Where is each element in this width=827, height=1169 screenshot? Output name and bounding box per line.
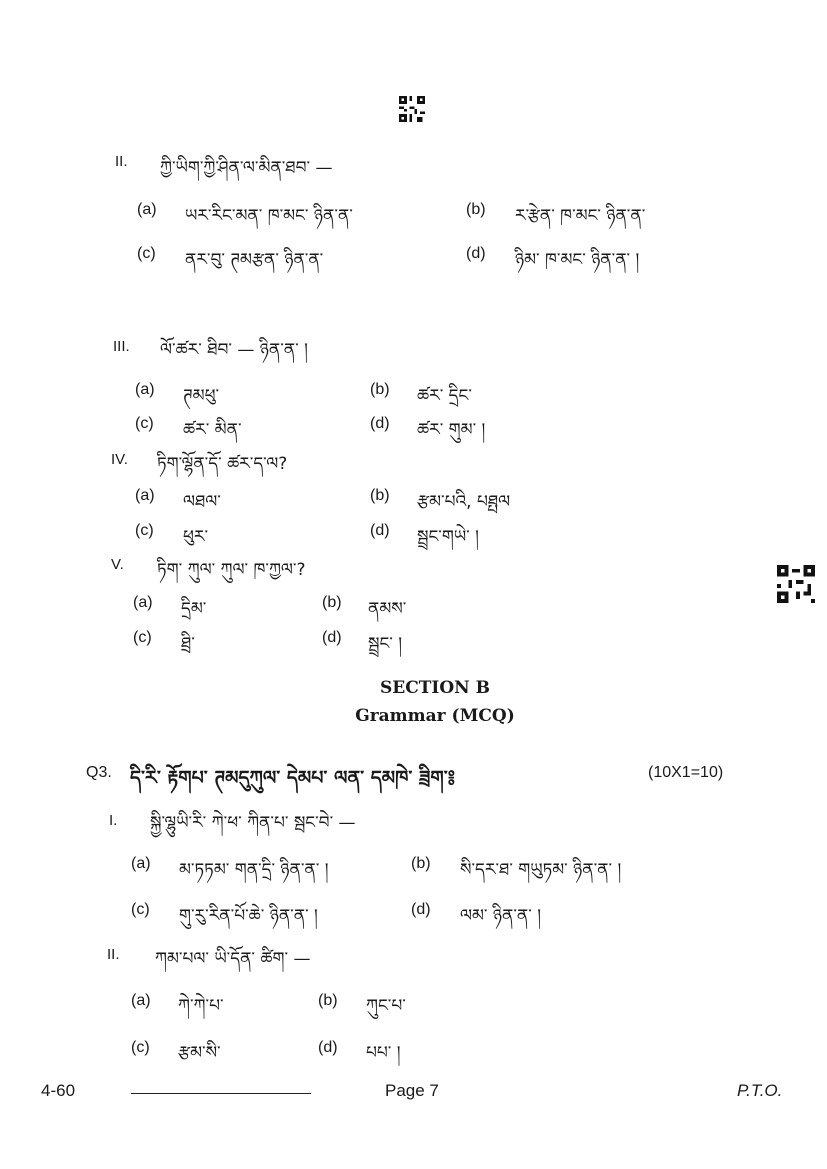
option-text: ཐྲི་ [181,634,195,654]
option-label: (c) [133,629,152,646]
option-label: (b) [370,487,390,504]
question-stem: ཀྱི་ཡིག་ཀྱི་ཤིན་ལ་མིན་ཐབ་ — [160,158,333,178]
option-label: (c) [135,415,154,432]
option-label: (d) [318,1039,338,1056]
option-label: (c) [137,245,156,262]
question-number: V. [111,556,124,573]
option-label: (c) [131,1039,150,1056]
option-text: ནར་བུ་ ཊམརྩན་ ཉིན་ན་ [185,250,324,270]
option-text: ཊམཕུ་ [183,386,220,406]
question-stem: ལོ་ཚར་ ཐིབ་ — ཉིན་ན་ ། [160,340,308,360]
option-text: དྲིམ་ [181,599,207,619]
option-label: (b) [411,855,431,872]
question-number: III. [113,338,130,355]
option-text: ཚར་ གུམ་ ། [417,420,486,440]
option-text: ཉིམ་ ཁ་མང་ ཉིན་ན་ ། [515,250,640,270]
option-label: (b) [322,594,342,611]
option-label: (a) [131,992,151,1009]
option-text: ཕུར་ [183,527,209,547]
option-text: སྦྲང་གཡེ་ ། [417,527,479,547]
question-number: II. [107,946,120,963]
section-subtitle: Grammar (MCQ) [355,706,515,726]
question-stem: ཏིག་ ཀུལ་ ཀུལ་ ཁ་ཀྱལ་? [157,560,306,580]
option-text: ཡར་རིང་མན་ ཁ་མང་ ཉིན་ན་ [185,206,353,226]
question-stem: སྐྱི་ལྷུཡི་རི་ ཀེ་ཕ་ ཀིན་པ་ སྦང་བེ་ — [150,813,356,833]
option-text: ཀུང་པ་ [366,996,406,1016]
question-number: II. [115,153,128,170]
option-text: ཚར་ དྲིང་ [417,386,472,406]
please-turn-over: P.T.O. [737,1081,783,1100]
option-label: (a) [135,381,155,398]
option-label: (d) [411,901,431,918]
option-label: (b) [466,201,486,218]
option-label: (c) [131,901,150,918]
option-label: (c) [135,522,154,539]
option-text: སྦྲང་ ། [368,634,403,654]
option-label: (a) [131,855,151,872]
option-label: (a) [135,487,155,504]
option-text: ར་རྩེན་ ཁ་མང་ ཉིན་ན་ [515,206,646,226]
question-stem: ཏིག་ལྷོན་དོ་ ཚར་ད་ལ? [157,454,288,474]
option-text: ནམས་ [368,599,407,619]
option-label: (a) [137,201,157,218]
qr-code-icon [399,96,425,122]
option-label: (d) [322,629,342,646]
section-title: SECTION B [379,678,490,698]
option-text: རྩམ་པའི, པཐྤལ [417,492,511,512]
option-label: (b) [318,992,338,1009]
qr-code-icon [777,565,815,603]
option-text: ལམ་ ཉིན་ན་ ། [460,906,542,926]
question-number: I. [109,812,118,829]
option-label: (a) [133,594,153,611]
option-label: (d) [370,415,390,432]
option-text: རྩམ་སི་ [178,1043,221,1063]
option-text: ཀེ་ཀེ་པ་ [178,996,224,1016]
option-label: (d) [466,245,486,262]
option-text: སི་དར་ཐ་ གཡུཏམ་ ཉིན་ན་ ། [460,860,622,880]
footer-rule [131,1093,311,1094]
option-text: གུ་རུ་རིན་པོ་ཆེ་ ཉིན་ན་ ། [179,906,318,926]
marks-allocation: (10X1=10) [648,764,724,781]
option-text: པཔ་ ། [366,1043,401,1063]
question-number: Q3. [86,764,112,781]
question-stem: དི་རི་ རྟོགཔ་ ཊམདུཀུལ་ དེམཔ་ ལན་ དམཁེ་ ཟྲིག་༔ [130,767,455,789]
paper-code: 4-60 [41,1081,76,1100]
option-text: ལཐལ་ [183,492,221,512]
option-text: མ་ཏཏམ་ གན་དྲི་ ཉིན་ན་ ། [179,860,329,880]
option-label: (b) [370,381,390,398]
question-number: IV. [111,451,128,468]
option-label: (d) [370,522,390,539]
option-text: ཚར་ མིན་ [183,420,242,440]
page-number: Page 7 [385,1081,439,1100]
question-stem: ཀམ་པལ་ ཡི་དོན་ ཚིག་ — [155,949,311,969]
